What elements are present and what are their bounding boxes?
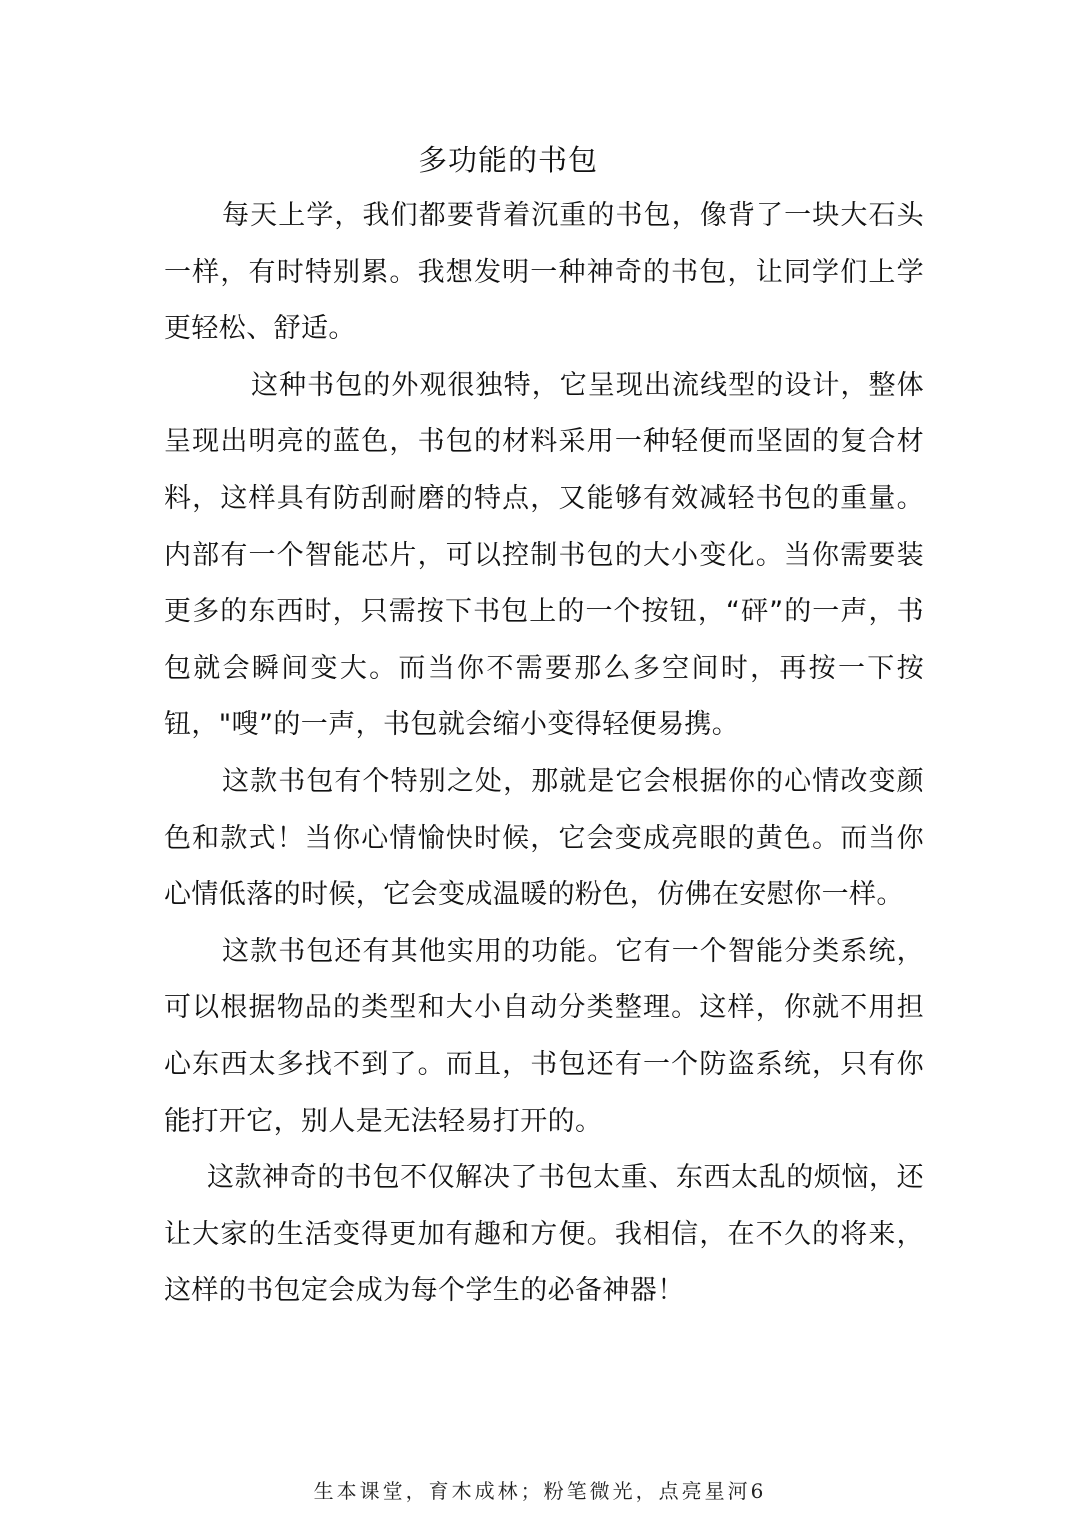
page-title: 多功能的书包 [417,143,598,177]
paragraph-1: 每天上学，我们都要背着沉重的书包，像背了一块大石头一样，有时特别累。我想发明一种神奇的书包，让同学们上学更轻松、舒适。 [164,200,924,345]
page-footer: 生本课堂，育木成林；粉笔微光，点亮星河6 [313,1479,767,1503]
paragraph-5: 这款神奇的书包不仅解决了书包太重、东西太乱的烦恼，还让大家的生活变得更加有趣和方便。我相信，在不久的将来，这样的书包定会成为每个学生的必备神器！ [164,1162,924,1307]
paragraph-3: 这款书包有个特别之处，那就是它会根据你的心情改变颜色和款式！当你心情愉快时候，它会变成亮眼的黄色。而当你心情低落的时候，它会变成温暖的粉色，仿佛在安慰你一样。 [164,765,924,911]
paragraph-2: 这种书包的外观很独特，它呈现出流线型的设计，整体呈现出明亮的蓝色，书包的材料采用一种轻便而坚固的复合材料，这样具有防刮耐磨的特点，又能够有效减轻书包的重量。内部有一个智能芯片，可以控制书包的大小变化。当你需要装更多的东西时，只需按下书包上的一个按钮，“砰”的一声，书包就会瞬间变大。而当你不需要那么多空间时，再按一下按钮，"嗖”的一声，书包就会缩小变得轻便易携。 [164,369,924,741]
essay-body [164,188,924,1320]
paragraph-4: 这款书包还有其他实用的功能。它有一个智能分类系统，可以根据物品的类型和大小自动分类整理。这样，你就不用担心东西太多找不到了。而且，书包还有一个防盗系统，只有你能打开它，别人是无法轻易打开的。 [164,935,924,1137]
